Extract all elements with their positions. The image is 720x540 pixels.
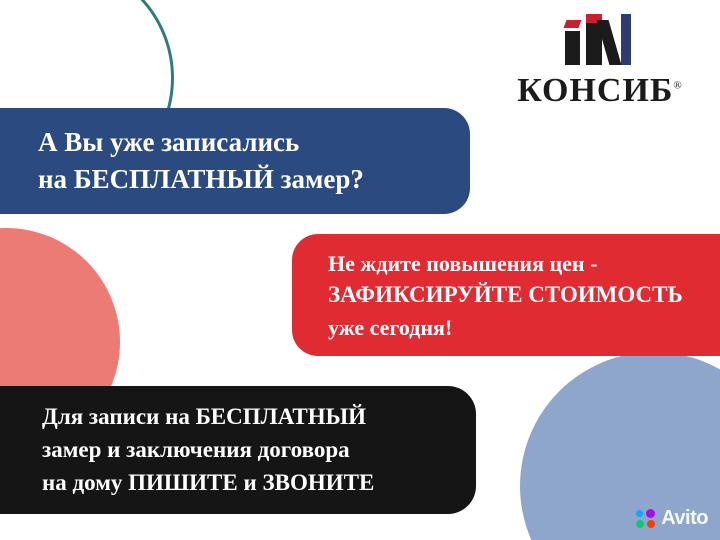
logo-bar-left bbox=[565, 31, 580, 65]
cta-banner-black bbox=[0, 386, 476, 514]
konsib-logo-mark-icon bbox=[563, 14, 637, 70]
cta-line-2: замер и заключения договора bbox=[42, 437, 350, 463]
brand-name-text: КОНСИБ bbox=[517, 72, 674, 109]
cta-line-1: Для записи на БЕСПЛАТНЫЙ bbox=[42, 404, 367, 429]
registered-mark: ® bbox=[673, 79, 683, 92]
brand-logo bbox=[502, 14, 698, 109]
headline-line-2: на БЕСПЛАТНЫЙ замер? bbox=[38, 163, 364, 194]
promo-line-1: Не ждите повышения цен - bbox=[328, 251, 598, 276]
headline-line-1: А Вы уже записались bbox=[38, 127, 300, 157]
headline-banner-blue bbox=[0, 108, 470, 214]
avito-dots-icon bbox=[636, 509, 656, 529]
logo-bar-right bbox=[621, 14, 631, 65]
avito-watermark bbox=[636, 507, 708, 530]
promo-line-2: ЗАФИКСИРУЙТЕ СТОИМОСТЬ bbox=[328, 282, 683, 308]
cta-line-3: на дому ПИШИТЕ и ЗВОНИТЕ bbox=[42, 470, 375, 496]
promo-line-3: уже сегодня! bbox=[328, 314, 453, 340]
promo-banner-red bbox=[292, 234, 720, 356]
avito-watermark-label: Avito bbox=[661, 507, 708, 529]
brand-name bbox=[502, 74, 698, 108]
logo-bar-left-accent bbox=[564, 20, 582, 28]
